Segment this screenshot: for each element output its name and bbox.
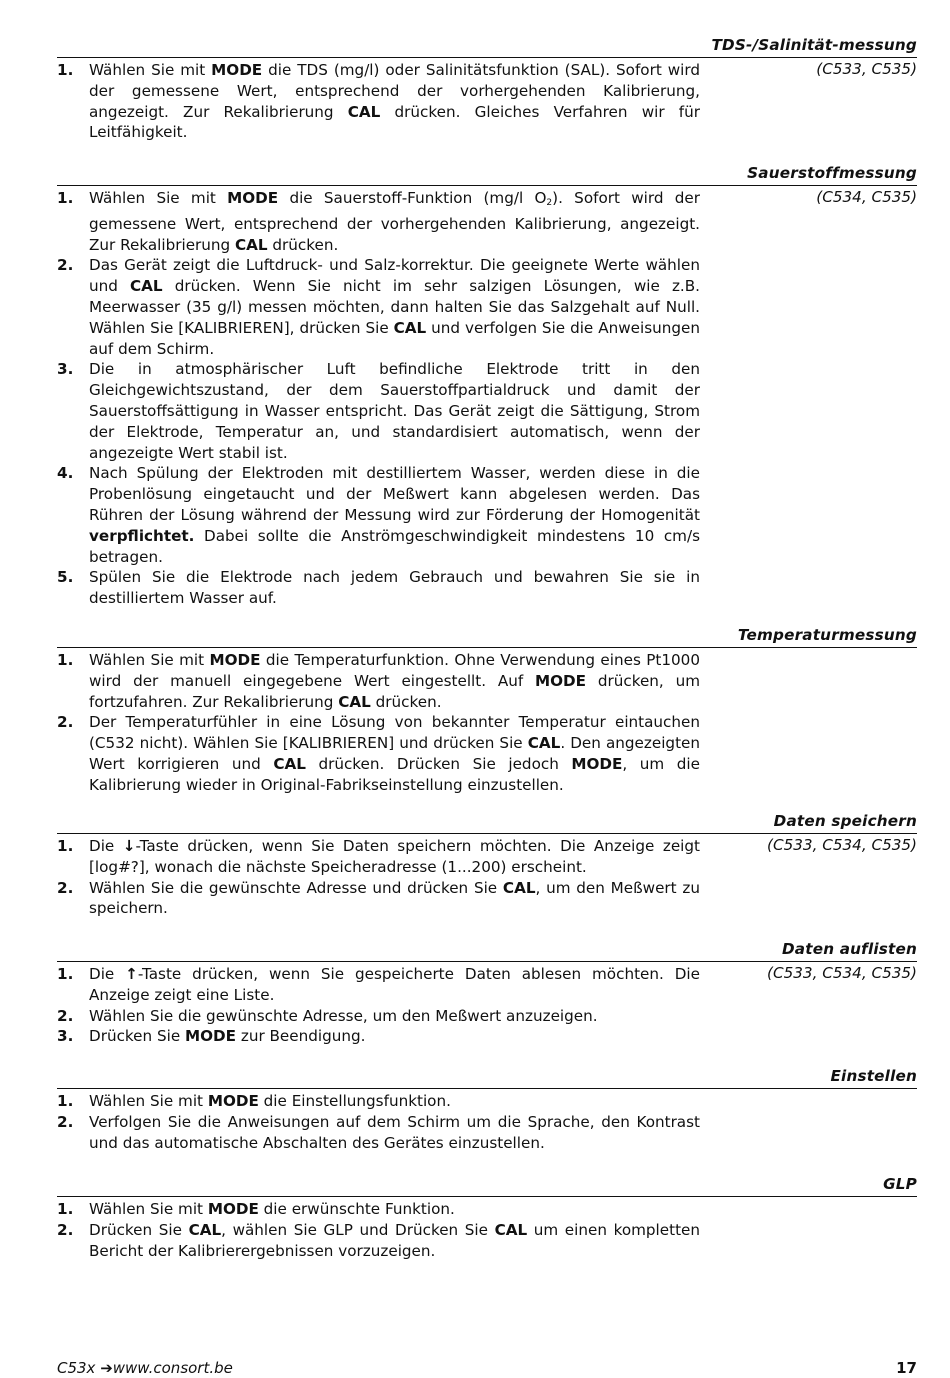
step-list bbox=[57, 1199, 700, 1261]
step-number: 4. bbox=[57, 464, 74, 483]
section-models: (C533, C535) bbox=[816, 60, 917, 78]
step-item bbox=[57, 1112, 700, 1154]
step-number: 2. bbox=[57, 1006, 74, 1025]
step-text: Wählen Sie mit MODE die Temperaturfunktion. Ohne Verwendung eines Pt1000 wird der manuell eingegebene Wert eingestellt. Auf MODE drücken, um fortzufahren. Zur Rekalibrierung CAL drücken. bbox=[89, 651, 701, 711]
section-title: Daten speichern bbox=[773, 812, 917, 830]
step-item bbox=[57, 359, 700, 463]
step-list bbox=[57, 650, 700, 796]
step-item bbox=[57, 567, 700, 609]
step-list bbox=[57, 60, 700, 143]
step-text: Wählen Sie die gewünschte Adresse und drücken Sie CAL, um den Meßwert zu speichern. bbox=[89, 878, 700, 918]
section-divider bbox=[57, 1196, 917, 1197]
section-divider bbox=[57, 185, 917, 186]
step-number: 2. bbox=[57, 1220, 74, 1239]
step-list bbox=[57, 1091, 700, 1153]
step-list bbox=[57, 836, 700, 919]
section-divider bbox=[57, 1088, 917, 1089]
step-number: 1. bbox=[57, 651, 74, 669]
section-models: (C534, C535) bbox=[816, 188, 917, 206]
step-text: Nach Spülung der Elektroden mit destilliertem Wasser, werden diese in die Probenlösung eingetaucht und der Meßwert kann abgelesen werden. Das Rühren der Lösung während der Messung wird zur Förderung der Homogenität verpflichtet. Dabei sollte die Anströmgeschwindigkeit mindestens 10 cm/s betragen. bbox=[89, 464, 700, 566]
step-text: Spülen Sie die Elektrode nach jedem Gebrauch und bewahren Sie sie in destilliertem Wasser auf. bbox=[89, 568, 700, 608]
step-number: 3. bbox=[57, 1027, 74, 1046]
step-text: Wählen Sie mit MODE die TDS (mg/l) oder Salinitätsfunktion (SAL). Sofort wird der gemessene Wert, entsprechend der vorhergehenden Kalibrierung, angezeigt. Zur Rekalibrierung CAL drücken. Gleiches Verfahren wir für Leitfähigkeit. bbox=[89, 61, 701, 142]
step-number: 1. bbox=[57, 61, 74, 79]
section-models: (C533, C534, C535) bbox=[767, 836, 917, 854]
step-list bbox=[57, 188, 700, 609]
step-list bbox=[57, 964, 700, 1047]
footer-model-url: C53x ➔www.consort.be bbox=[57, 1359, 233, 1377]
section-divider bbox=[57, 57, 917, 58]
step-number: 2. bbox=[57, 878, 74, 897]
section-title: GLP bbox=[883, 1175, 917, 1193]
step-number: 1. bbox=[57, 1092, 74, 1110]
step-item bbox=[57, 1006, 700, 1027]
section-title: Temperaturmessung bbox=[737, 626, 917, 644]
step-item bbox=[57, 1026, 700, 1047]
section-title: Sauerstoffmessung bbox=[747, 164, 917, 182]
section-divider bbox=[57, 647, 917, 648]
step-text: Die in atmosphärischer Luft befindliche Elektrode tritt in den Gleichgewichtszustand, der dem Sauerstoffpartialdruck und damit der Sauerstoffsättigung in Wasser entspricht. Das Gerät zeigt die Sättigung, Strom der Elektrode, Temperatur an, und standardisiert automatisch, wenn der angezeigte Wert stabil ist. bbox=[89, 360, 700, 462]
step-text: Drücken Sie CAL, wählen Sie GLP und Drücken Sie CAL um einen kompletten Bericht der Kalibrierergebnissen vorzuzeigen. bbox=[89, 1220, 700, 1260]
step-text: Wählen Sie mit MODE die erwünschte Funktion. bbox=[89, 1200, 455, 1218]
step-item bbox=[57, 1220, 700, 1262]
step-text: Wählen Sie die gewünschte Adresse, um den Meßwert anzuzeigen. bbox=[89, 1006, 598, 1025]
step-number: 2. bbox=[57, 1112, 74, 1131]
step-item bbox=[57, 463, 700, 567]
step-item bbox=[57, 60, 700, 143]
section-models: (C533, C534, C535) bbox=[767, 964, 917, 982]
step-item bbox=[57, 836, 700, 878]
step-text: Die ↓-Taste drücken, wenn Sie Daten speichern möchten. Die Anzeige zeigt [log#?], wonach die nächste Speicheradresse (1...200) erscheint. bbox=[89, 837, 700, 876]
step-text: Das Gerät zeigt die Luftdruck- und Salz-korrektur. Die geeignete Werte wählen und CAL drücken. Wenn Sie nicht im sehr salzigen Lösungen, wie z.B. Meerwasser (35 g/l) messen möchten, dann halten Sie das Salzgehalt auf Null. Wählen Sie [KALIBRIEREN], drücken Sie CAL und verfolgen Sie die Anweisungen auf dem Schirm. bbox=[89, 256, 700, 358]
section-title: TDS-/Salinität-messung bbox=[711, 36, 917, 54]
footer-page-number: 17 bbox=[896, 1359, 917, 1377]
step-text: Verfolgen Sie die Anweisungen auf dem Schirm um die Sprache, den Kontrast und das automatische Abschalten des Gerätes einzustellen. bbox=[89, 1112, 700, 1152]
step-item bbox=[57, 964, 700, 1006]
step-text: Wählen Sie mit MODE die Sauerstoff-Funktion (mg/l $O_2$). Sofort wird der gemessene Wert, entsprechend der vorhergehenden Kalibrierung, angezeigt. Zur Rekalibrierung CAL drücken. bbox=[89, 189, 700, 254]
section-title: Einstellen bbox=[830, 1067, 917, 1085]
step-number: 2. bbox=[57, 256, 74, 275]
step-text: Der Temperaturfühler in eine Lösung von bekannter Temperatur eintauchen (C532 nicht). Wählen Sie [KALIBRIEREN] und drücken Sie CAL. Den angezeigten Wert korrigieren und CAL drücken. Drücken Sie jedoch MODE, um die Kalibrierung wieder in Original-Fabrikseinstellung einzustellen. bbox=[89, 713, 700, 794]
step-item bbox=[57, 1091, 700, 1112]
step-text: Die ↑-Taste drücken, wenn Sie gespeicherte Daten ablesen möchten. Die Anzeige zeigt eine Liste. bbox=[89, 965, 700, 1004]
step-item bbox=[57, 878, 700, 920]
step-number: 2. bbox=[57, 713, 74, 732]
step-number: 1. bbox=[57, 189, 74, 207]
section-divider bbox=[57, 833, 917, 834]
step-text: Wählen Sie mit MODE die Einstellungsfunktion. bbox=[89, 1092, 451, 1110]
step-number: 5. bbox=[57, 568, 74, 587]
step-number: 1. bbox=[57, 965, 74, 983]
step-item bbox=[57, 188, 700, 255]
step-item bbox=[57, 1199, 700, 1220]
step-item bbox=[57, 650, 700, 712]
step-item bbox=[57, 712, 700, 795]
section-title: Daten auflisten bbox=[781, 940, 917, 958]
step-number: 1. bbox=[57, 837, 74, 855]
step-number: 3. bbox=[57, 360, 74, 379]
step-text: Drücken Sie MODE zur Beendigung. bbox=[89, 1027, 366, 1046]
section-divider bbox=[57, 961, 917, 962]
step-number: 1. bbox=[57, 1200, 74, 1218]
step-item bbox=[57, 255, 700, 359]
